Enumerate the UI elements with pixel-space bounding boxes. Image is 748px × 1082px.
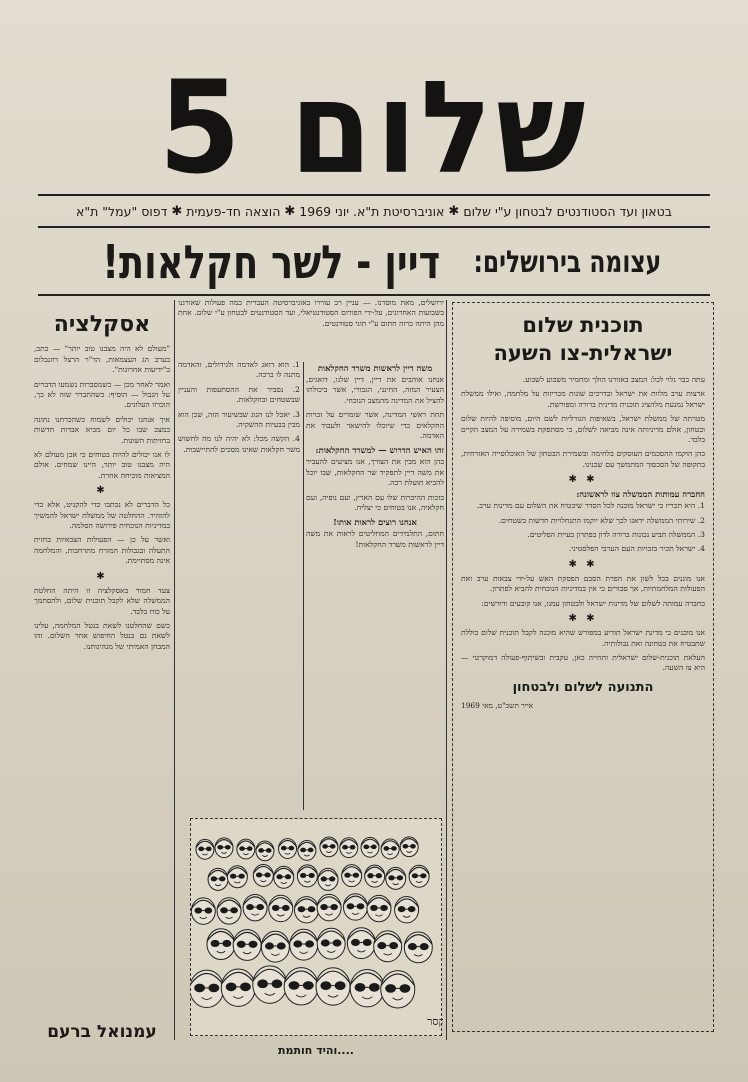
plan-item: 2. שירותי הממשלה ידאגו לכך שלא יוקמו התנחלויות חדשות בשטחים. <box>498 515 705 525</box>
sunglasses-lens <box>238 874 244 879</box>
escalation-paragraph: איך אנחנו יכולים לשמוח כשהכרתנו נתונה במצב שבו כל יום מביא אבדות חדשות בחזיתות השונות. <box>34 414 170 445</box>
plan-footer: התנועה לשלום ולבטחון <box>512 679 654 695</box>
sunglasses-lens <box>389 942 398 949</box>
petition-item: 3. יאכל לנו הגוג שבשיעור הזה, שכן הוא מבין בבעיות ההשקיה. <box>178 409 300 430</box>
sunglasses-lens <box>225 845 231 850</box>
masthead-rule-top <box>38 194 710 196</box>
sunglasses-lens <box>397 875 403 880</box>
section-stars: ✱ ✱ <box>568 613 598 625</box>
sunglasses-lens <box>333 939 342 946</box>
sunglasses-lens <box>320 904 328 910</box>
sunglasses-lens <box>230 907 238 913</box>
petition-slogan: אנחנו רוצים לראות אותו! <box>333 517 417 528</box>
sunglasses-lens <box>194 907 202 913</box>
crowd-drawing <box>191 819 443 1037</box>
sunglasses-lens <box>357 903 365 909</box>
sunglasses-lens <box>410 844 416 849</box>
sunglasses-lens <box>300 848 306 853</box>
escalation-paragraph: ואמר לאחר מכן — כשמסברות נשמעו הדברים על הגבול — הוסיף: כשהתברר שזה לא כך, הוכרזו העלונים. <box>34 379 170 410</box>
sunglasses-lens <box>371 845 377 850</box>
sunglasses-lens <box>265 942 274 949</box>
masthead <box>40 52 708 202</box>
sunglasses-lens <box>246 904 254 910</box>
petition-paragraph: אנחנו אוהבים את דיין, דיין שלנו, דואגים, הצעיר המזה, החינני, הגבורי, אשר ביכולתו להציל את המדינה מהמצב הנוכחי. <box>306 375 444 405</box>
sunglasses-lens <box>308 906 316 912</box>
sunglasses-lens <box>308 848 314 853</box>
column-divider <box>303 362 304 810</box>
sunglasses-lens <box>226 982 237 991</box>
sunglasses-lens <box>347 903 355 909</box>
plan-paragraph: בהן הוקמו ההסכמים העוסקים בלחימה ובשמירת הבטחון של האוכלוסייה האזרחית, בתקופה של הסכסוך המתמשך עם שכנינו. <box>461 449 705 469</box>
sunglasses-lens <box>344 873 350 878</box>
sunglasses-lens <box>258 848 264 853</box>
sunglasses-lens <box>211 876 217 881</box>
petition-closing: חתום, התלמידים המחליטים לראות את משה דיין לראשות משרד החקלאות! <box>306 529 444 549</box>
main-headline <box>40 234 708 290</box>
petition-paragraph: בזכות ההיכרות שלו עם הארץ, ועם נופיה, ועם חקלאיה, אנו בטוחים כי יצליח. <box>306 492 444 513</box>
sunglasses-lens <box>350 845 356 850</box>
sunglasses-lens <box>388 875 394 880</box>
sunglasses-lens <box>330 844 336 849</box>
sunglasses-lens <box>335 981 346 990</box>
sunglasses-lens <box>256 904 264 910</box>
sunglasses-lens <box>321 939 330 946</box>
headline-prefix: עצומה בירושלים: <box>473 244 662 280</box>
sunglasses-lens <box>355 983 366 992</box>
section-stars: ✱ ✱ <box>568 558 598 570</box>
plan-paragraph: עתה כבר גלוי לכל: המצב באזורנו הולך ומחמיר משבוע לשבוע. <box>522 375 705 384</box>
sunglasses-lens <box>376 873 382 878</box>
sunglasses-lens <box>363 845 369 850</box>
sunglasses-lens <box>303 981 314 990</box>
plan-paragraph: בחברה עמותה לשלום של מדינות ישראל ולבטחון עמנו, אנו קובעים ודורשים: <box>481 598 705 608</box>
sunglasses-lens <box>300 873 306 878</box>
section-stars: ✱ <box>96 485 108 497</box>
headline-rule <box>38 294 710 296</box>
escalation-paragraph: צעד חמור באסקלציה זו היתה החלטת הממשלה שלא לקבל תוכנית שלום, ולהסתמך על כוח בלבד. <box>34 585 170 616</box>
sunglasses-lens <box>369 983 380 992</box>
sunglasses-lens <box>289 981 300 990</box>
plan-subhead: החברה עמותות הממשלה צוו לראשונה: <box>576 489 705 500</box>
plan-paragraph: מטרתה של ממשלת ישראל, בשאיפות הגורליות לשם היום, מוסיפה להיות שלום ובטחון, אולם מדיניותה אינה מביאה לשלום, כי מסתפקת בשמירה על המצב הקיים בלבד. <box>461 414 705 445</box>
sunglasses-lens <box>408 943 417 950</box>
sunglasses-lens <box>256 872 262 877</box>
sunglasses-lens <box>276 874 282 879</box>
escalation-byline: עמנואל ברעם <box>47 1022 157 1042</box>
escalation-paragraph: כל הדברים לא נכתבו כדי להקניט, אלא כדי להזהיר. ההחלטה של ממשלת ישראל להמשיך במדיניות הנוכחית פירושה הסלמה. <box>34 500 170 531</box>
sunglasses-lens <box>412 873 418 878</box>
peace-plan-title-line2: ישראלית-צו השעה <box>493 341 673 365</box>
cartoon-signature: קסר <box>427 1015 443 1028</box>
sunglasses-lens <box>240 982 251 991</box>
plan-paragraph: אנו מוגנים בכל לשון את הפרת הסכם הפסקת האש על-ידי צבאות ערב ואת הפעולות המלחמתיות, אך סבורים כי אין במדיניות הנוכחית להביא לפתרון. <box>461 573 705 594</box>
sunglasses-lens <box>398 906 406 912</box>
sunglasses-lens <box>351 939 360 946</box>
sunglasses-lens <box>271 979 282 988</box>
section-stars: ✱ <box>96 570 108 582</box>
plan-dateline: אייר תשכ"ט, מאי 1969 <box>461 700 534 710</box>
sunglasses-lens <box>363 939 372 946</box>
sunglasses-lens <box>383 846 389 851</box>
subline-edition: הוצאה חד-פעמית <box>186 203 281 219</box>
sunglasses-lens <box>264 872 270 877</box>
sunglasses-lens <box>408 906 416 912</box>
star-icon: ✱ <box>284 203 296 219</box>
escalation-column <box>34 312 170 1036</box>
petition-paragraph: תחת ראשי המדינה, אשר שומרים על זכויות החקלאים כדי שיוכלו להישאר ולעבוד את האדמה. <box>306 410 444 441</box>
sunglasses-lens <box>198 847 204 852</box>
sunglasses-lens <box>217 845 223 850</box>
headline-main: דיין - לשר חקלאות! <box>102 235 441 289</box>
sunglasses-lens <box>402 844 408 849</box>
sunglasses-lens <box>298 906 306 912</box>
sunglasses-lens <box>367 873 373 878</box>
sunglasses-lens <box>420 943 429 950</box>
sunglasses-lens <box>305 940 314 947</box>
sunglasses-lens <box>194 984 205 993</box>
plan-paragraph: אנו מוכנים כי מדינת ישראל תודיע במפורש שהיא מוכנה לקבל תוכנית שלום כוללת שתבטיח את בטחונה ואת גבולותיה. <box>461 628 705 648</box>
sunglasses-lens <box>308 873 314 878</box>
sunglasses-lens <box>385 984 396 993</box>
plan-paragraph: העלאת תוכנית-שלום ישראלית ותחייה כאן, עקבית ובשיתוף-פעולה דמוקרטי — היא צו השעה. <box>461 652 705 673</box>
peace-plan-title <box>461 311 705 367</box>
sunglasses-lens <box>257 979 268 988</box>
plan-item: 4. ישראל תכיר בזכויות העם הערבי הפלסטיני. <box>568 544 705 554</box>
petition-letter-heading: משה דיין לראשות משרד החקלאות <box>317 363 433 373</box>
sunglasses-lens <box>380 905 388 911</box>
column-divider <box>446 300 447 1040</box>
petition-column-left <box>178 360 300 810</box>
sunglasses-lens <box>420 873 426 878</box>
sunglasses-lens <box>353 873 359 878</box>
masthead-rule-bottom <box>38 226 710 228</box>
masthead-subline <box>40 200 708 222</box>
sunglasses-lens <box>220 907 228 913</box>
sunglasses-lens <box>266 848 272 853</box>
column-divider <box>174 300 175 1040</box>
petition-intro-text: ירושלים, מאת מוסרנו. — עניין רב עוררו באוניברסיטה העברית כמה פעולות שאורגנו בשבועות האחרונים, על-ידי הפורום הסטודנטיאלי, ועד הסטודנטים לבטחון ע"י שלום. אחת מהן היתה כרזה חתום ע"י חוגי סטודנטים. <box>178 298 444 328</box>
sunglasses-lens <box>281 846 287 851</box>
sunglasses-lens <box>237 941 246 948</box>
escalation-paragraph: ואשר על כן — הפעולות הצבאיות בחזית התעלה ובגבולות המזרח מתרחבות, והמלחמה אינה מסתיימת. <box>34 535 170 566</box>
sunglasses-lens <box>211 940 220 947</box>
plan-item: 3. הממשלה תביע נכונות ברורה לדון בפתרון בעיית הפליטים. <box>527 530 705 540</box>
star-icon: ✱ <box>171 203 183 219</box>
subline-publisher: בטאון ועד הסטודנטים לבטחון ע"י שלום <box>463 203 672 219</box>
sunglasses-lens <box>391 846 397 851</box>
subline-date: אוניברסיטת ת"א. יוני 1969 <box>299 203 445 219</box>
petition-paragraph: בהן הוא מבין את הצורך, אנו מציעים להעביר את משה דיין לתפקיד שר החקלאות, שבו יוכל להביא תועלת רבה. <box>306 457 444 488</box>
sunglasses-lens <box>288 846 294 851</box>
sunglasses-lens <box>239 846 245 851</box>
escalation-paragraph: "מעולם לא היה מצבנו טוב יותר" — כתב, בערב הג העצמאות, הד"ר הרצל רוזנבלום ב"ידיעות אחרונות". <box>34 344 170 375</box>
sunglasses-lens <box>206 847 212 852</box>
sunglasses-lens <box>277 942 286 949</box>
sunglasses-lens <box>208 984 219 993</box>
sunglasses-lens <box>320 981 331 990</box>
sunglasses-lens <box>285 874 291 879</box>
sunglasses-lens <box>282 905 290 911</box>
sunglasses-lens <box>293 940 302 947</box>
star-icon: ✱ <box>448 203 460 219</box>
sunglasses-lens <box>222 940 231 947</box>
sunglasses-lens <box>247 846 253 851</box>
petition-item: 1. הוא דואג לאדמה ולגידולים, והאדמה מתנה לו ברכה. <box>178 360 300 380</box>
sunglasses-lens <box>329 876 335 881</box>
sunglasses-lens <box>219 876 225 881</box>
escalation-paragraph: לו אנו יכולים להיות בטוחים כי אכן מעולם לא היה מצבנו טוב יותר, היינו שמחים. אולם המציאות מוכיחה אחרת. <box>34 450 170 480</box>
petition-subhead: זהו האיש הדרוש — למשרד החקלאות: <box>315 445 444 456</box>
sunglasses-lens <box>399 984 410 993</box>
sunglasses-lens <box>370 905 378 911</box>
petition-intro <box>178 298 444 356</box>
sunglasses-lens <box>322 844 328 849</box>
sunglasses-lens <box>321 876 327 881</box>
sunglasses-lens <box>230 874 236 879</box>
escalation-title: אסקלציה <box>53 312 151 337</box>
petition-item: 4. הקשה מכל: לא יהיה לנו מה לחשוש משר חקלאות שאינו מסכים להתיישבות. <box>178 434 300 454</box>
peace-plan-title-line1: תוכנית שלום <box>522 313 644 337</box>
sunglasses-lens <box>330 904 338 910</box>
masthead-title: שלום 5 <box>158 52 590 202</box>
sunglasses-lens <box>205 907 213 913</box>
sunglasses-lens <box>377 942 386 949</box>
sunglasses-lens <box>249 941 258 948</box>
petition-item: 2. נסביר את ההסתעפות והעניין שבשטחים ובחקלאות. <box>178 384 300 405</box>
sunglasses-lens <box>342 845 348 850</box>
plan-paragraph: ארצות ערב מלוות את ישראל ובדרכים שונות מכריזות על מלחמה, ואילו ממשלת ישראל נמנעת מלהציג תוכנית מדינית ברורה ומפורשת. <box>461 389 705 409</box>
section-stars: ✱ ✱ <box>568 474 598 486</box>
cartoon-caption: ....והיד חותמת <box>278 1044 354 1057</box>
escalation-paragraph: כשם שהחלטנו לשאת בנטל המלחמה, עלינו לשאת גם בנטל החיפוש אחר השלום. זהו המבחן האמיתי של מנהיגותנו. <box>34 620 170 651</box>
plan-item: 1. היא תכריז כי ישראל מוכנה לכל הסדר שיבטיח את השלום עם מדינות ערב. <box>476 501 705 511</box>
sunglasses-lens <box>272 905 280 911</box>
petition-column-right <box>306 360 444 810</box>
peace-plan-box <box>452 302 714 1032</box>
subline-printer: דפוס "עמל" ת"א <box>76 203 168 219</box>
cartoon-illustration <box>190 818 442 1036</box>
